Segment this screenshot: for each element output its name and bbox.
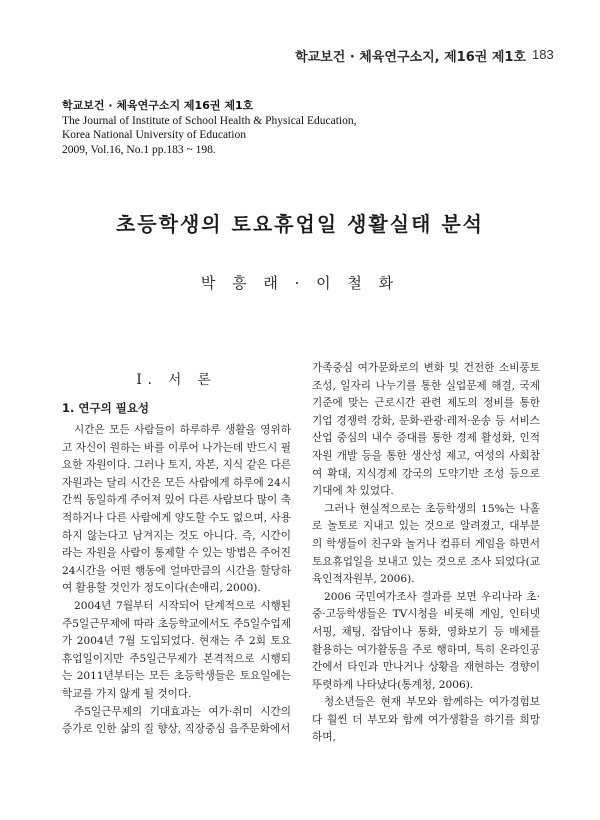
paragraph: 2006 국민여가조사 결과를 보면 우리나라 초·중·고등학생들은 TV시청을 비롯해 게임, 인터넷서핑, 채팅, 잡담이나 통화, 영화보기 등 매체를 활용하는 여가활동을 주로 행하며, 특히 온라인공간에서 타인과 만나거나 상황을 재현하는 경향이 뚜렷하게 나타났다(통계청, 2006). <box>312 590 540 691</box>
paragraph: 그러나 현실적으로는 초등학생의 15%는 나홀로 놀토로 지내고 있는 것으로 알려졌고, 대부분의 학생들이 친구와 놀거나 컴퓨터 게임을 하면서 토요휴업일을 보내고 있는 것으로 조사 되었다(교육인적자원부, 2006). <box>312 502 540 586</box>
section-heading: Ⅰ. 서 론 <box>136 372 217 388</box>
paragraph: 주5일근무제의 기대효과는 여가·취미 시간의 증가로 인한 삶의 질 향상, 직장중심 음주문화에서 <box>62 705 291 736</box>
paper-authors: 박 흥 래 · 이 철 화 <box>200 274 400 292</box>
page-number: 183 <box>532 47 554 62</box>
journal-english-line-2: Korea National University of Education <box>62 129 246 141</box>
paragraph: 청소년들은 현재 부모와 함께하는 여가경험보다 훨씬 더 부모와 함께 여가생활을 하기를 희망하며, <box>312 696 540 744</box>
running-header-journal: 학교보건 · 체육연구소지, 제16권 제1호 <box>295 50 526 65</box>
paragraph-continued: 가족중심 여가문화로의 변화 및 건전한 소비풍토 조성, 일자리 나누기를 통한 실업문제 해결, 국제기준에 맞는 근로시간 관련 제도의 정비를 통한 기업 경쟁력 강화, 문화·관광·레저·운송 등 서비스 산업 중심의 내수 증대를 통한 경제 활성화, 인적자원 개발 등을 통한 생산성 제고, 여성의 사회참여 확대, 지식경제 강국의 도약기반 조성 등으로 기대에 차 있었다. <box>312 362 540 498</box>
body-column-right <box>312 360 540 747</box>
journal-citation: 2009, Vol.16, No.1 pp.183 ~ 198. <box>62 143 216 156</box>
paragraph: 2004년 7월부터 시작되어 단계적으로 시행된 주5일근무제에 따라 초등학교에서도 주5일수업제가 2004년 7월 도입되었다. 현재는 주 2회 토요휴업일이지만 주5일근무제가 본격적으로 시행되는 2011년부터는 모든 초등학생들은 토요일에는 학교를 가지 않게 될 것이다. <box>62 599 291 700</box>
paragraph: 시간은 모든 사람들이 하루하루 생활을 영위하고 자신이 원하는 바를 이루어 나가는데 반드시 필요한 자원이다. 그러나 토지, 자본, 지식 같은 다른 자원과는 달리 시간은 모든 사람에게 하루에 24시간씩 동일하게 주어져 있어 다른 사람보다 많이 축적하거나 다른 사람에게 양도할 수도 없으며, 사용하지 않는다고 남겨지는 것도 아니다. 즉, 시간이라는 자원을 사람이 통제할 수 있는 방법은 주어진 24시간을 어떤 행동에 얼마만큼의 시간을 할당하여 활용할 것인가 정도이다(손애리, 2000). <box>62 424 291 595</box>
journal-english-line-1: The Journal of Institute of School Health & Physical Education, <box>62 114 357 127</box>
subsection-heading: 1. 연구의 필요성 <box>62 401 150 415</box>
journal-meta <box>62 99 356 157</box>
body-column-left <box>62 422 291 739</box>
paper-title: 초등학생의 토요휴업일 생활실태 분석 <box>115 212 484 236</box>
journal-korean-title: 학교보건 · 체육연구소지 제16권 제1호 <box>62 99 254 112</box>
